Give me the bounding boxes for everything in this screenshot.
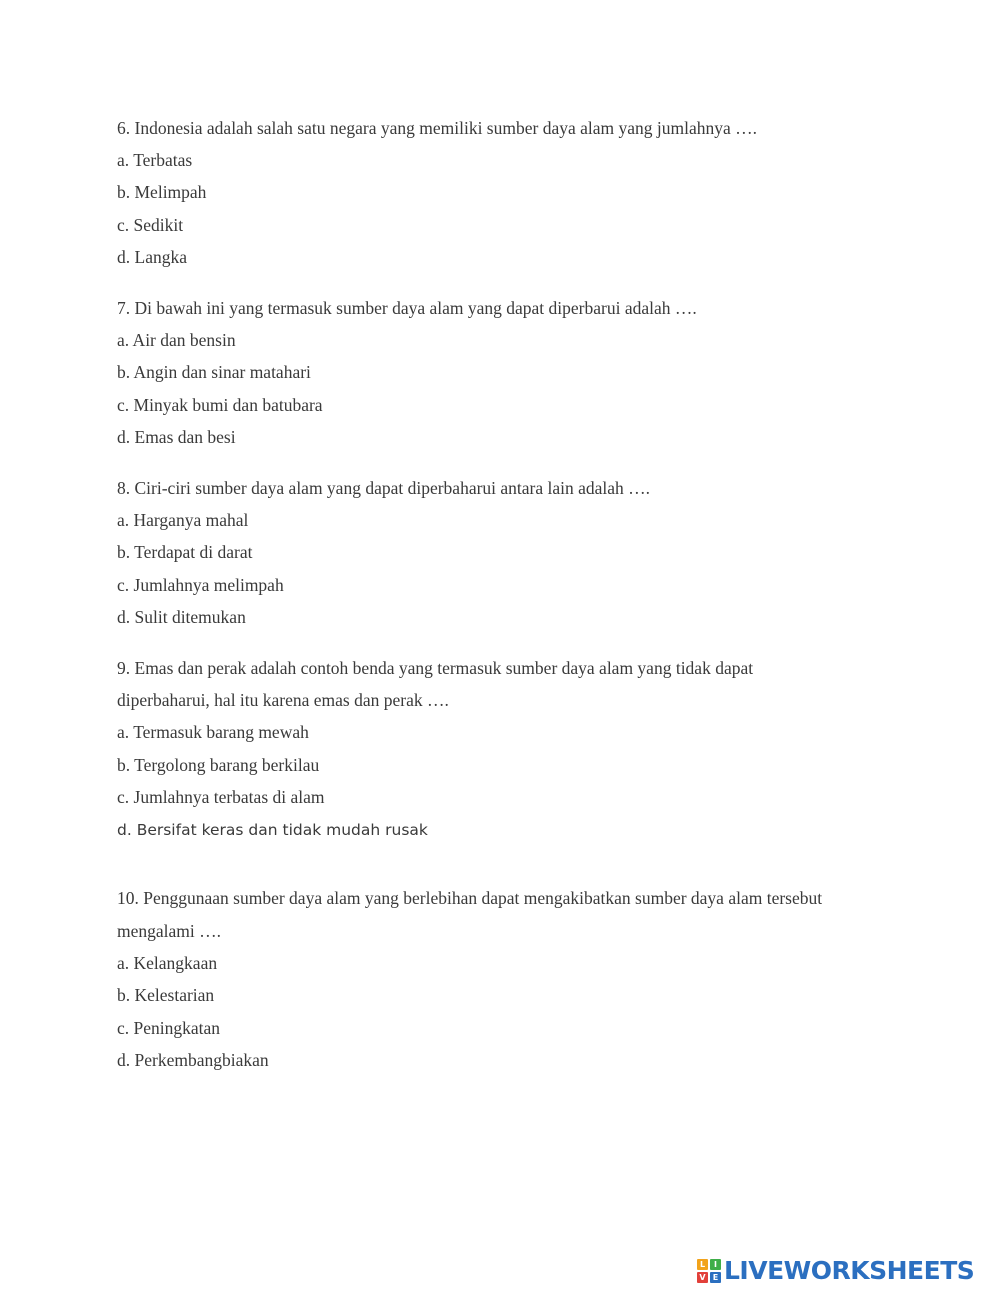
question-9-option-d: d. Bersifat keras dan tidak mudah rusak bbox=[117, 821, 428, 839]
question-10-text-line-1: 10. Penggunaan sumber daya alam yang berlebihan dapat mengakibatkan sumber daya alam tersebut bbox=[117, 888, 823, 908]
question-8-option-c: c. Jumlahnya melimpah bbox=[117, 575, 284, 595]
question-8-option-d: d. Sulit ditemukan bbox=[117, 607, 246, 627]
question-9-option-c: c. Jumlahnya terbatas di alam bbox=[117, 787, 325, 807]
question-6-text: 6. Indonesia adalah salah satu negara yang memiliki sumber daya alam yang jumlahnya …. bbox=[117, 118, 758, 138]
question-7-option-d: d. Emas dan besi bbox=[117, 427, 236, 447]
logo-block-v: V bbox=[697, 1272, 708, 1283]
question-6-option-b: b. Melimpah bbox=[117, 182, 207, 202]
question-6-option-a: a. Terbatas bbox=[117, 150, 193, 170]
logo-block-e: E bbox=[710, 1272, 721, 1283]
question-7-option-a: a. Air dan bensin bbox=[117, 330, 236, 350]
question-9-text-line-1: 9. Emas dan perak adalah contoh benda yang termasuk sumber daya alam yang tidak dapat bbox=[117, 658, 754, 678]
logo-text: LIVEWORKSHEETS bbox=[724, 1256, 975, 1285]
logo-block-i: I bbox=[710, 1259, 721, 1270]
question-9-option-a: a. Termasuk barang mewah bbox=[117, 722, 309, 742]
question-6-option-d: d. Langka bbox=[117, 247, 187, 267]
logo-blocks-icon bbox=[697, 1259, 721, 1283]
question-7-option-c: c. Minyak bumi dan batubara bbox=[117, 395, 323, 415]
question-6-option-c: c. Sedikit bbox=[117, 215, 184, 235]
liveworksheets-logo bbox=[697, 1257, 974, 1285]
question-8-option-a: a. Harganya mahal bbox=[117, 510, 249, 530]
question-10-option-c: c. Peningkatan bbox=[117, 1018, 221, 1038]
question-9-text-line-2: diperbaharui, hal itu karena emas dan perak …. bbox=[117, 690, 449, 710]
question-8-text: 8. Ciri-ciri sumber daya alam yang dapat diperbaharui antara lain adalah …. bbox=[117, 478, 651, 498]
question-10-option-a: a. Kelangkaan bbox=[117, 953, 218, 973]
question-8-option-b: b. Terdapat di darat bbox=[117, 542, 253, 562]
question-10-option-b: b. Kelestarian bbox=[117, 985, 215, 1005]
logo-block-l: L bbox=[697, 1259, 708, 1270]
question-10-option-d: d. Perkembangbiakan bbox=[117, 1050, 269, 1070]
question-9-option-b: b. Tergolong barang berkilau bbox=[117, 755, 320, 775]
question-7-text: 7. Di bawah ini yang termasuk sumber daya alam yang dapat diperbarui adalah …. bbox=[117, 298, 697, 318]
question-10-text-line-2: mengalami …. bbox=[117, 921, 222, 941]
question-7-option-b: b. Angin dan sinar matahari bbox=[117, 362, 311, 382]
